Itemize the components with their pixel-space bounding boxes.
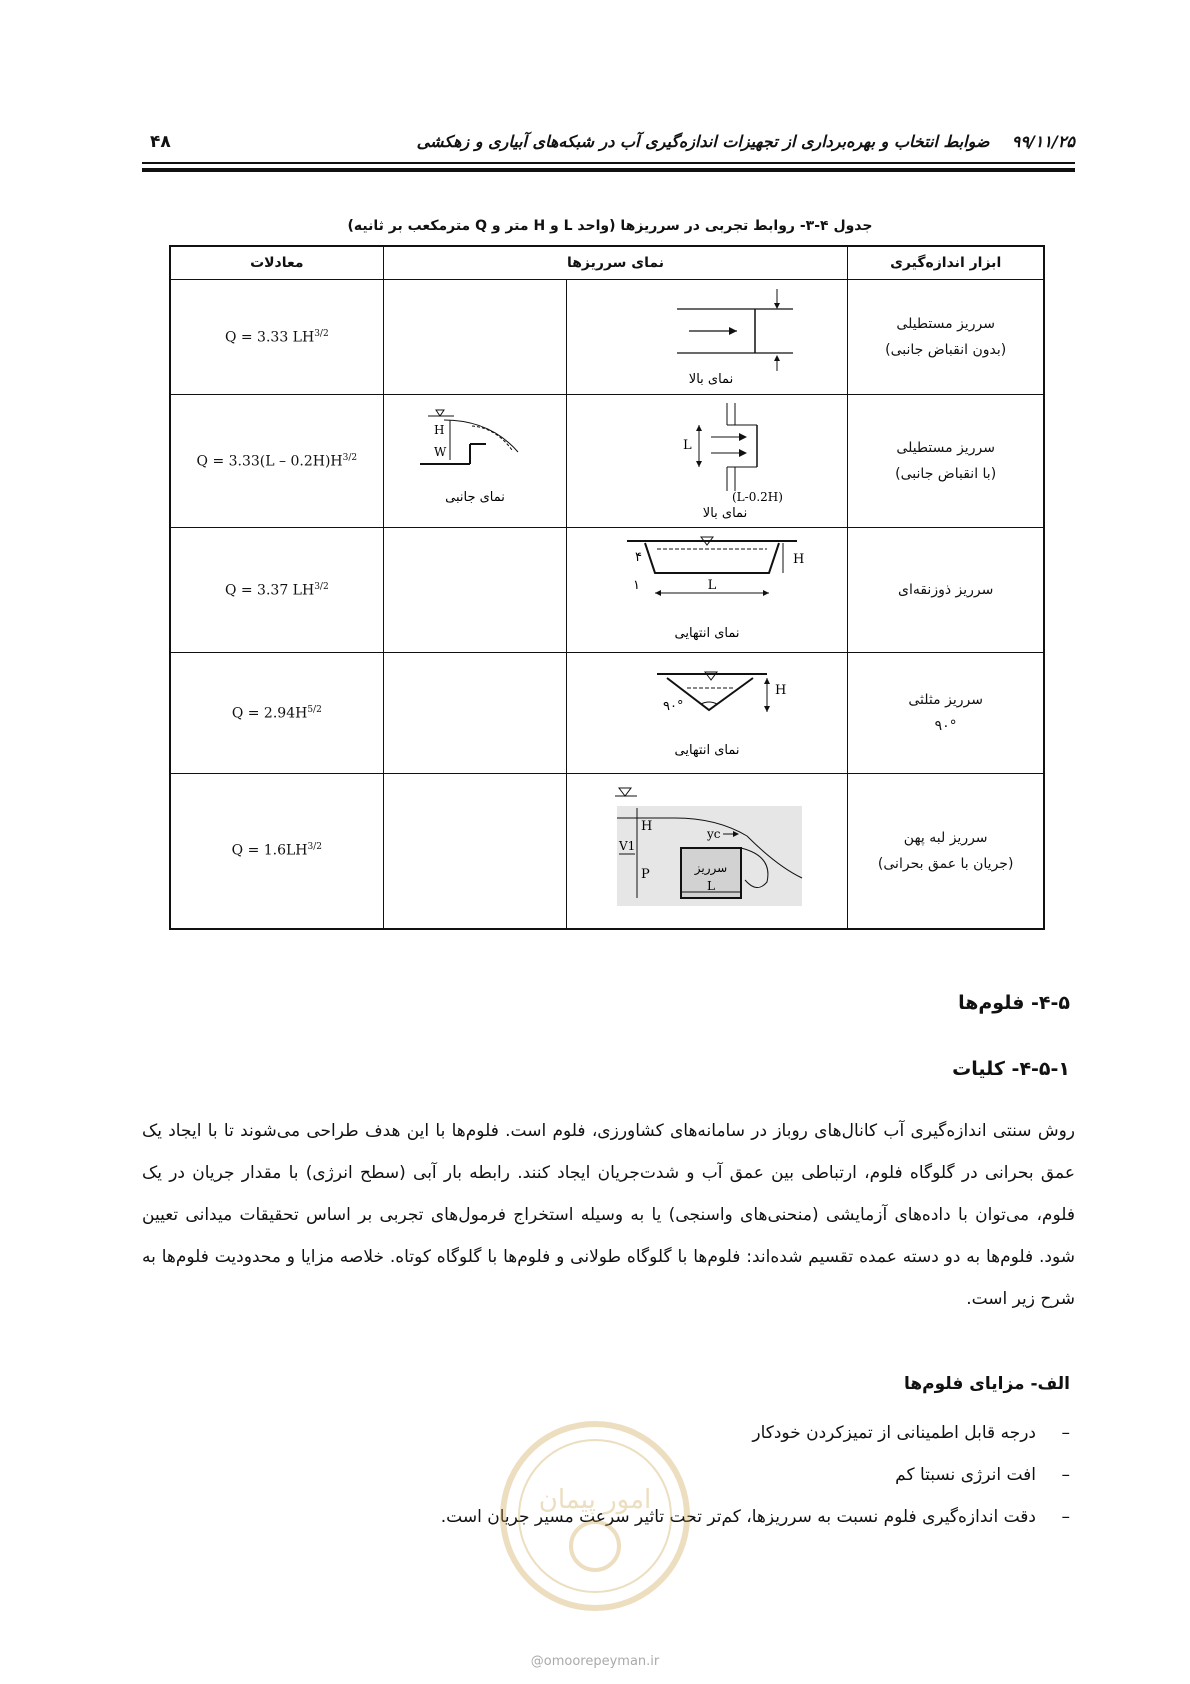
tool-cell: سرریز ذوزنقه‌ای [848, 528, 1044, 653]
svg-text:نمای بالا: نمای بالا [688, 372, 734, 387]
advantages-title: الف- مزایای فلوم‌ها [904, 1374, 1070, 1394]
tool-cell: سرریز لبه پهن (جریان با عمق بحرانی) [848, 774, 1044, 929]
svg-text:سرریز: سرریز [694, 860, 728, 875]
table-header-row [170, 246, 1044, 280]
list-item: –دقت اندازه‌گیری فلوم نسبت به سرریزها، کم‌تر تحت تاثیر سرعت مسیر جریان است. [440, 1507, 1070, 1527]
col-header-view: نمای سرریزها [383, 246, 848, 280]
table-caption: جدول ۴-۳- روابط تجربی در سرریزها (واحد L و H متر و Q مترمکعب بر ثانیه) [347, 218, 873, 234]
body-paragraph [142, 1110, 1075, 1320]
paragraph-text: روش سنتی اندازه‌گیری آب کانال‌های روباز در سامانه‌های کشاورزی، فلوم است. فلوم‌ها با این هدف طراحی می‌شوند تا با ایجاد یک عمق بحرانی در گلوگاه فلوم، ارتباطی بین عمق آب و شدت‌جریان ایجاد کنند. رابطه بار آبی (سطح انرژی) با مقدار جریان در یک فلوم، می‌توان با داده‌های آزمایشی (منحنی‌های واسنجی) یا به وسیله استخراج فرمول‌های تجربی بر اساس تحقیقات میدانی تعیین شود. فلوم‌ها به دو دسته عمده تقسیم شده‌اند: فلوم‌ها با گلوگاه طولانی و فلوم‌ها با گلوگاه کوتاه. خلاصه مزایا و محدودیت فلوم‌ها به شرح زیر است. [142, 1121, 1075, 1309]
equation-cell: Q = 3.37 $LH^{3/2}$ [170, 528, 383, 653]
col-header-tool: ابزار اندازه‌گیری [848, 246, 1044, 280]
side-view-figure [383, 395, 566, 528]
section-heading: ۴-۵- فلوم‌ها [958, 992, 1070, 1014]
svg-text:L: L [707, 878, 716, 893]
svg-text:H: H [793, 551, 805, 567]
svg-text:امور پیمان: امور پیمان [538, 1485, 652, 1515]
svg-text:yc: yc [707, 826, 721, 841]
end-view-figure [566, 653, 847, 774]
subsection-heading: ۴-۵-۱- کلیات [952, 1058, 1070, 1080]
equation-cell: Q = 3.33 $LH^{3/2}$ [170, 280, 383, 395]
svg-text:H: H [775, 683, 787, 698]
col-header-equation: معادلات [170, 246, 383, 280]
running-title [417, 132, 1075, 151]
equation-cell: $Q = 3.33(L - 0.2H)H^{3/2}$ [170, 395, 383, 528]
list-item: –درجه قابل اطمینانی از تمیزکردن خودکار [752, 1423, 1070, 1443]
table-row [170, 528, 1044, 653]
top-view-figure [566, 395, 847, 528]
svg-text:۹۰°: ۹۰° [663, 699, 684, 714]
watermark-site: @omoorepeyman.ir [530, 1654, 660, 1669]
side-view-cell [383, 774, 566, 929]
svg-text:۱: ۱ [633, 577, 641, 593]
side-view-cell [383, 528, 566, 653]
side-view-cell [383, 653, 566, 774]
svg-text:نمای جانبی: نمای جانبی [444, 490, 505, 505]
svg-text:L: L [707, 577, 717, 593]
equation-cell: $Q = 2.94H^{5/2}$ [170, 653, 383, 774]
running-title-text: ضوابط انتخاب و بهره‌برداری از تجهیزات اندازه‌گیری آب در شبکه‌های آبیاری و زهکشی [416, 132, 990, 151]
svg-text:۴: ۴ [635, 549, 643, 565]
page-number: ۴۸ [150, 132, 171, 152]
svg-text:(L-0.2H): (L-0.2H) [732, 490, 784, 504]
header-rule-thick [142, 168, 1075, 172]
svg-text:V1: V1 [619, 838, 636, 853]
end-view-figure [566, 528, 847, 653]
svg-text:L: L [683, 438, 692, 453]
svg-text:H: H [433, 423, 445, 437]
table-row [170, 774, 1044, 929]
table-row [170, 395, 1044, 528]
equation-cell: $Q = 1.6LH^{3/2}$ [170, 774, 383, 929]
svg-text:نمای انتهایی: نمای انتهایی [674, 743, 740, 758]
svg-text:W: W [433, 445, 447, 459]
table-row [170, 653, 1044, 774]
svg-text:P: P [641, 866, 650, 882]
list-item: –افت انرژی نسبتا کم [895, 1465, 1070, 1485]
running-title-date: ۹۹/۱۱/۲۵ [1011, 132, 1075, 151]
side-view-cell [383, 280, 566, 395]
svg-text:نمای انتهایی: نمای انتهایی [674, 625, 740, 641]
svg-text:نمای بالا: نمای بالا [702, 506, 748, 521]
weir-equations-table [169, 245, 1045, 930]
tool-cell: سرریز مستطیلی (با انقباض جانبی) [848, 395, 1044, 528]
page-header [142, 128, 1075, 168]
svg-text:H: H [641, 818, 653, 834]
top-view-figure [566, 280, 847, 395]
tool-cell: سرریز مستطیلی (بدون انقباض جانبی) [848, 280, 1044, 395]
tool-cell: سرریز مثلثی ۹۰° [848, 653, 1044, 774]
broad-crested-figure [566, 774, 847, 929]
watermark-stamp-icon [497, 1418, 693, 1614]
table-row [170, 280, 1044, 395]
header-rule-thin [142, 162, 1075, 164]
